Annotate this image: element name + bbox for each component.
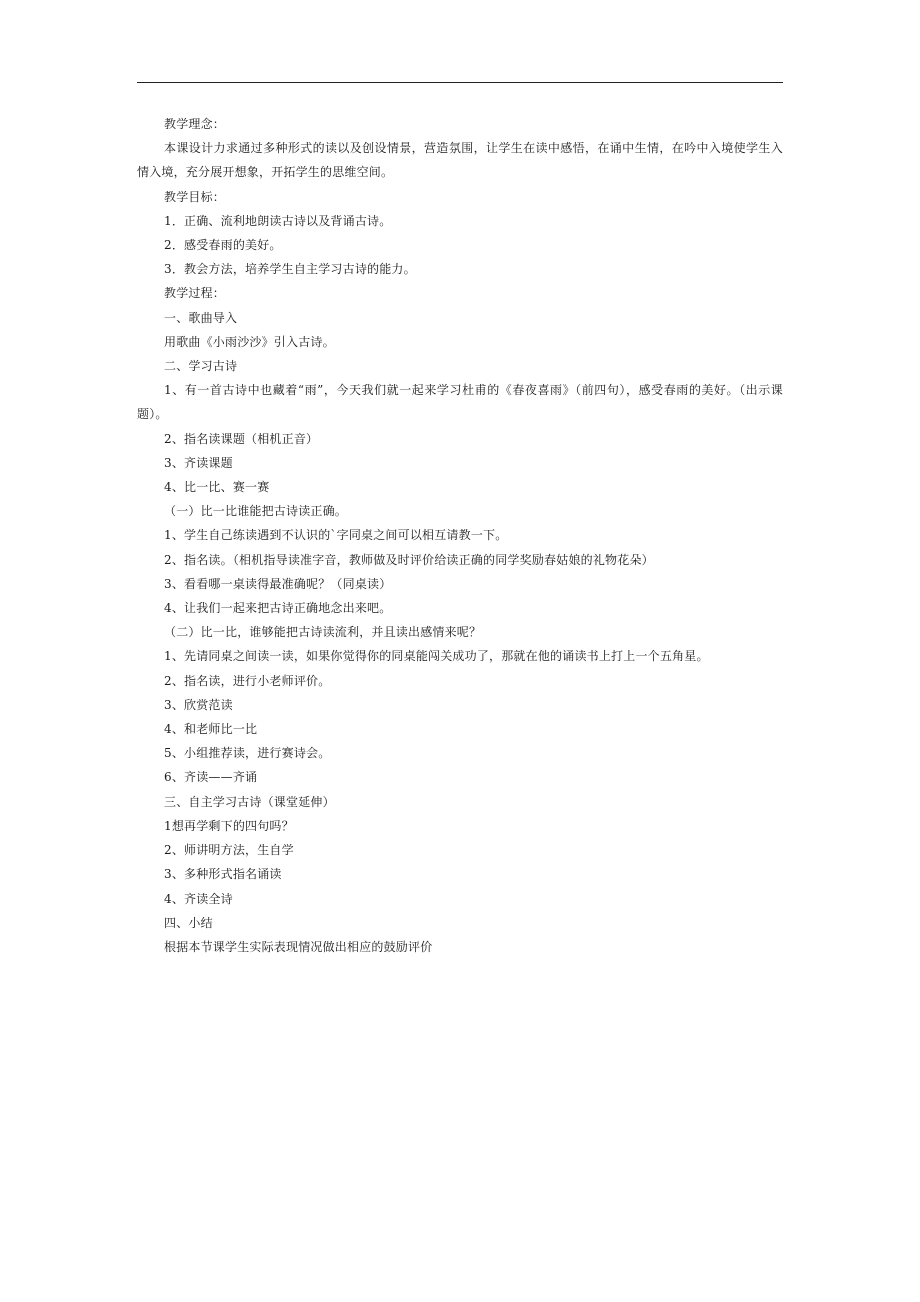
goal-item-3: 3．教会方法，培养学生自主学习古诗的能力。 xyxy=(164,262,416,277)
section-1-text: 用歌曲《小雨沙沙》引入古诗。 xyxy=(164,334,335,349)
subsection-1-item-4: 4、让我们一起来把古诗正确地念出来吧。 xyxy=(164,601,392,616)
header-rule xyxy=(137,82,783,83)
subsection-2-item-5: 5、小组推荐读，进行赛诗会。 xyxy=(164,746,331,761)
subsection-2-item-3: 3、欣赏范读 xyxy=(164,697,233,712)
section-4-title: 四、小结 xyxy=(164,915,213,930)
goal-item-1: 1．正确、流利地朗读古诗以及背诵古诗。 xyxy=(164,213,392,228)
heading-teaching-process: 教学过程： xyxy=(164,286,226,301)
section-3-item-3: 3、多种形式指名诵读 xyxy=(164,867,282,882)
section-2-item-1: 1、有一首古诗中也藏着“雨”，今天我们就一起来学习杜甫的《春夜喜雨》（前四句），感受春雨的美好。（出示课题）。 xyxy=(137,383,783,422)
section-4-text: 根据本节课学生实际表现情况做出相应的鼓励评价 xyxy=(164,939,433,954)
subsection-1-title: （一）比一比谁能把古诗读正确。 xyxy=(164,504,348,519)
subsection-2-item-1: 1、先请同桌之间读一读，如果你觉得你的同桌能闯关成功了，那就在他的诵读书上打上一个五角星。 xyxy=(164,649,709,664)
section-3-item-4: 4、齐读全诗 xyxy=(164,891,233,906)
section-3-title: 三、自主学习古诗（课堂延伸） xyxy=(164,794,335,809)
section-2-item-2: 2、指名读课题（相机正音） xyxy=(164,431,319,446)
heading-teaching-philosophy: 教学理念： xyxy=(164,117,226,131)
subsection-2-item-6: 6、齐读——齐诵 xyxy=(164,770,258,785)
goal-item-2: 2．感受春雨的美好。 xyxy=(164,238,282,253)
section-2-item-3: 3、齐读课题 xyxy=(164,455,233,470)
section-1-title: 一、歌曲导入 xyxy=(164,310,238,325)
paragraph-teaching-philosophy: 本课设计力求通过多种形式的读以及创设情景，营造氛围，让学生在读中感悟，在诵中生情，在吟中入境使学生入情入境，充分展开想象，开拓学生的思维空间。 xyxy=(137,141,783,180)
heading-teaching-goals: 教学目标： xyxy=(164,189,226,204)
section-2-item-4: 4、比一比、赛一赛 xyxy=(164,480,270,495)
section-2-title: 二、学习古诗 xyxy=(164,359,238,374)
subsection-1-item-1: 1、学生自己练读遇到不认识的`字同桌之间可以相互请教一下。 xyxy=(164,528,508,543)
subsection-2-item-4: 4、和老师比一比 xyxy=(164,722,258,737)
document-body xyxy=(137,112,783,959)
section-3-item-1: 1想再学剩下的四句吗？ xyxy=(164,818,294,833)
subsection-2-item-2: 2、指名读，进行小老师评价。 xyxy=(164,673,331,688)
subsection-2-title: （二）比一比，谁够能把古诗读流利，并且读出感情来呢？ xyxy=(164,625,482,640)
section-3-item-2: 2、师讲明方法，生自学 xyxy=(164,843,294,858)
subsection-1-item-2: 2、指名读。（相机指导读准字音，教师做及时评价给读正确的同学奖励春姑娘的礼物花朵） xyxy=(164,552,654,567)
subsection-1-item-3: 3、看看哪一桌读得最准确呢？（同桌读） xyxy=(164,576,392,591)
